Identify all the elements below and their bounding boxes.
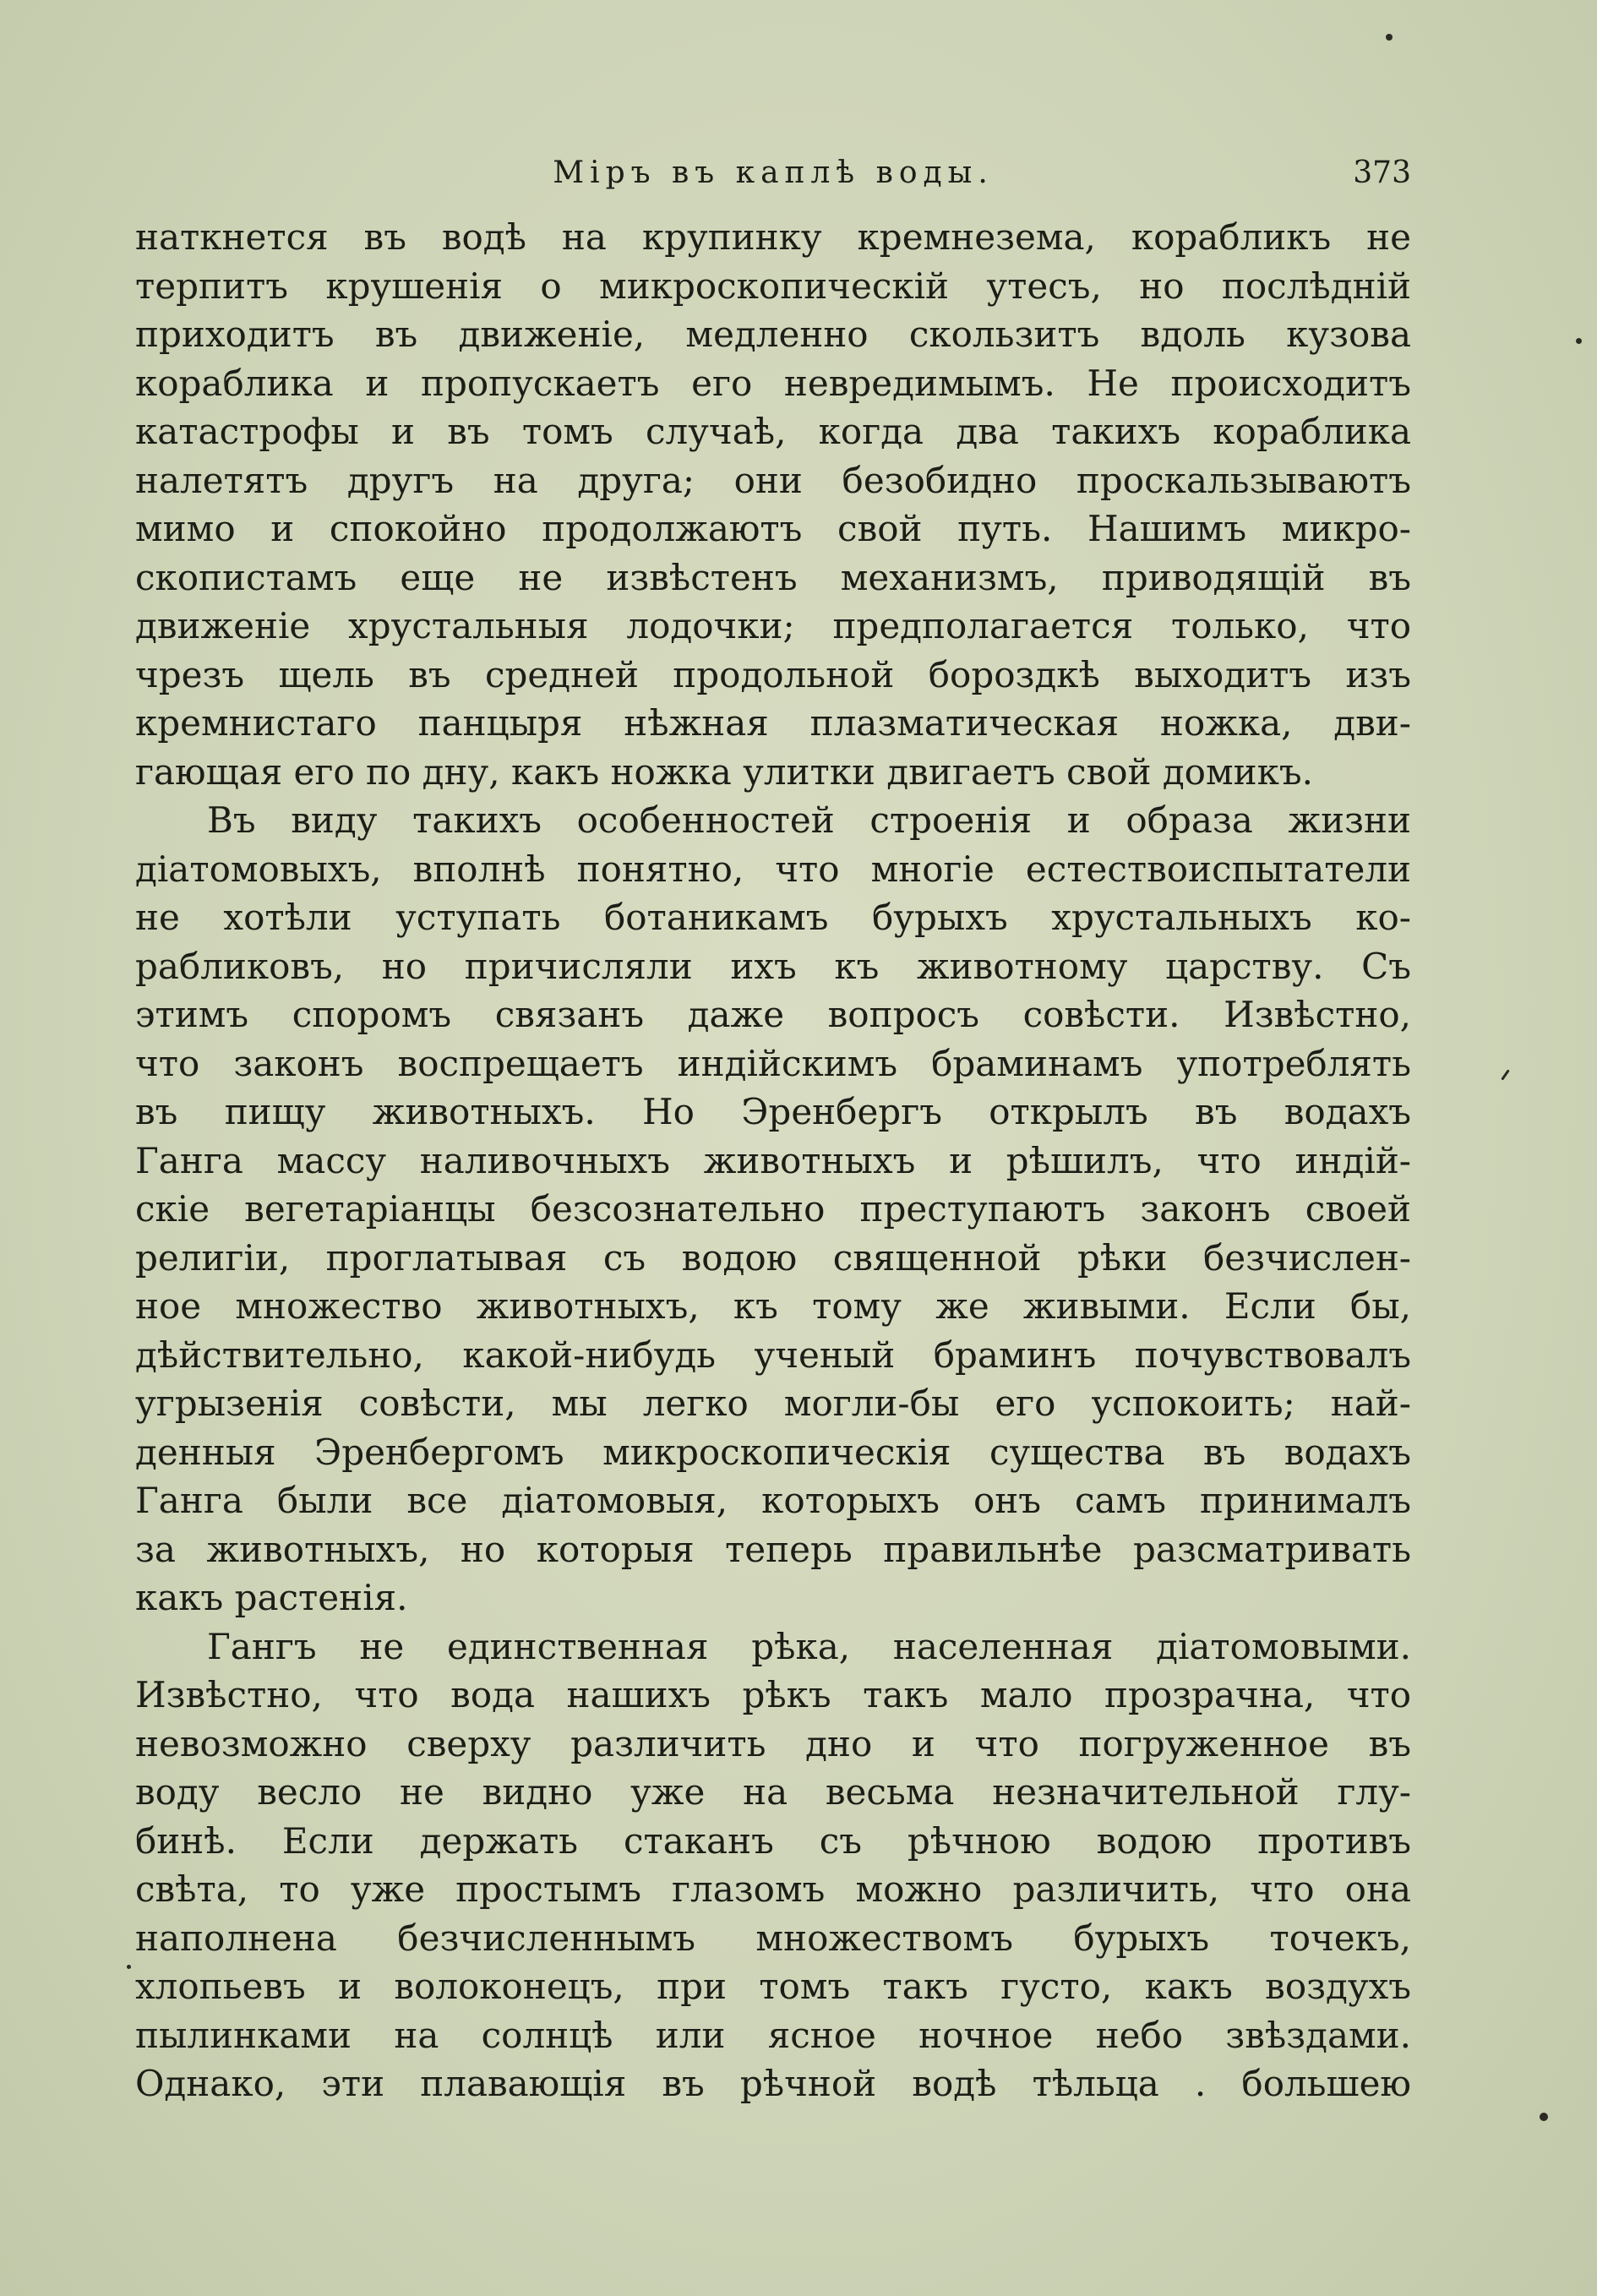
paper-speck	[127, 1965, 131, 1969]
text-line: наткнется въ водѣ на крупинку кремнезема, корабликъ не	[135, 216, 1411, 258]
text-line: скіе вегетаріанцы безсознательно преступаютъ законъ своей	[135, 1188, 1411, 1230]
text-line: религіи, проглатывая съ водою священной рѣки безчислен-	[135, 1236, 1411, 1279]
text-line: за животныхъ, но которыя теперь правильнѣе разсматривать	[135, 1528, 1411, 1570]
paragraph-3	[135, 1622, 1411, 2108]
text-line: налетятъ другъ на друга; они безобидно проскальзываютъ	[135, 459, 1411, 501]
text-line: Ганга были все діатомовыя, которыхъ онъ самъ принималъ	[135, 1480, 1411, 1521]
text-line: невозможно сверху различить дно и что погруженное въ	[135, 1722, 1411, 1764]
text-line: ное множество животныхъ, къ тому же живыми. Если бы,	[135, 1285, 1411, 1327]
page-header	[135, 148, 1411, 199]
text-line: кремнистаго панцыря нѣжная плазматическая ножка, дви-	[135, 702, 1411, 744]
text-line: воду весло не видно уже на весьма незначительной глу-	[135, 1771, 1411, 1813]
text-line: не хотѣли уступать ботаникамъ бурыхъ хрустальныхъ ко-	[135, 897, 1411, 938]
text-line: этимъ споромъ связанъ даже вопросъ совѣсти. Извѣстно,	[135, 994, 1411, 1035]
text-line: бинѣ. Если держать стаканъ съ рѣчною водою противъ	[135, 1819, 1411, 1862]
text-line: что законъ воспрещаетъ индійскимъ браминамъ употреблять	[135, 1042, 1411, 1084]
text-line: рабликовъ, но причисляли ихъ къ животному царству. Съ	[135, 945, 1411, 987]
text-line: какъ растенія.	[135, 1577, 408, 1618]
text-line: чрезъ щель въ средней продольной бороздкѣ выходитъ изъ	[135, 653, 1411, 695]
page-number: 373	[1353, 155, 1411, 190]
text-line: угрызенія совѣсти, мы легко могли-бы его успокоить; най-	[135, 1383, 1411, 1424]
paragraph-2	[135, 796, 1411, 1622]
text-line: Однако, эти плавающія въ рѣчной водѣ тѣльца . большею	[135, 2063, 1411, 2104]
paper-speck	[1540, 2113, 1548, 2121]
text-line: скопистамъ еще не извѣстенъ механизмъ, приводящій въ	[135, 556, 1411, 598]
paper-speck	[1386, 34, 1393, 41]
body-text	[135, 213, 1411, 2108]
text-line: Ганга массу наливочныхъ животныхъ и рѣшилъ, что индій-	[135, 1139, 1411, 1181]
text-line: гающая его по дну, какъ ножка улитки двигаетъ свой домикъ.	[135, 750, 1313, 793]
running-title: Міръ въ каплѣ воды.	[553, 155, 994, 190]
text-line: денныя Эренбергомъ микроскопическія существа въ водахъ	[135, 1431, 1411, 1473]
text-line: кораблика и пропускаетъ его невредимымъ. Не происходитъ	[135, 362, 1411, 404]
text-line: въ пищу животныхъ. Но Эренбергъ открылъ въ водахъ	[135, 1091, 1411, 1132]
text-line: наполнена безчисленнымъ множествомъ бурыхъ точекъ,	[135, 1917, 1411, 1959]
text-line: свѣта, то уже простымъ глазомъ можно различить, что она	[135, 1868, 1411, 1910]
paper-speck	[1501, 1069, 1509, 1080]
text-line: катастрофы и въ томъ случаѣ, когда два такихъ кораблика	[135, 411, 1411, 452]
text-line: діатомовыхъ, вполнѣ понятно, что многіе естествоиспытатели	[135, 848, 1411, 890]
text-line: движеніе хрустальныя лодочки; предполагается только, что	[135, 605, 1411, 646]
text-line: дѣйствительно, какой-нибудь ученый браминъ почувствовалъ	[135, 1333, 1411, 1376]
text-line: Гангъ не единственная рѣка, населенная діатомовыми.	[207, 1625, 1411, 1667]
text-line: Извѣстно, что вода нашихъ рѣкъ такъ мало прозрачна, что	[135, 1674, 1411, 1715]
paragraph-1	[135, 213, 1411, 796]
paper-speck	[1576, 338, 1582, 344]
text-line: терпитъ крушенія о микроскопическій утесъ, но послѣдній	[135, 265, 1411, 307]
text-line: пылинками на солнцѣ или ясное ночное небо звѣздами.	[135, 2014, 1411, 2056]
text-line: Въ виду такихъ особенностей строенія и образа жизни	[207, 799, 1411, 841]
text-line: мимо и спокойно продолжаютъ свой путь. Нашимъ микро-	[135, 508, 1411, 549]
text-line: хлопьевъ и волоконецъ, при томъ такъ густо, какъ воздухъ	[135, 1966, 1411, 2007]
text-line: приходитъ въ движеніе, медленно скользитъ вдоль кузова	[135, 314, 1411, 355]
